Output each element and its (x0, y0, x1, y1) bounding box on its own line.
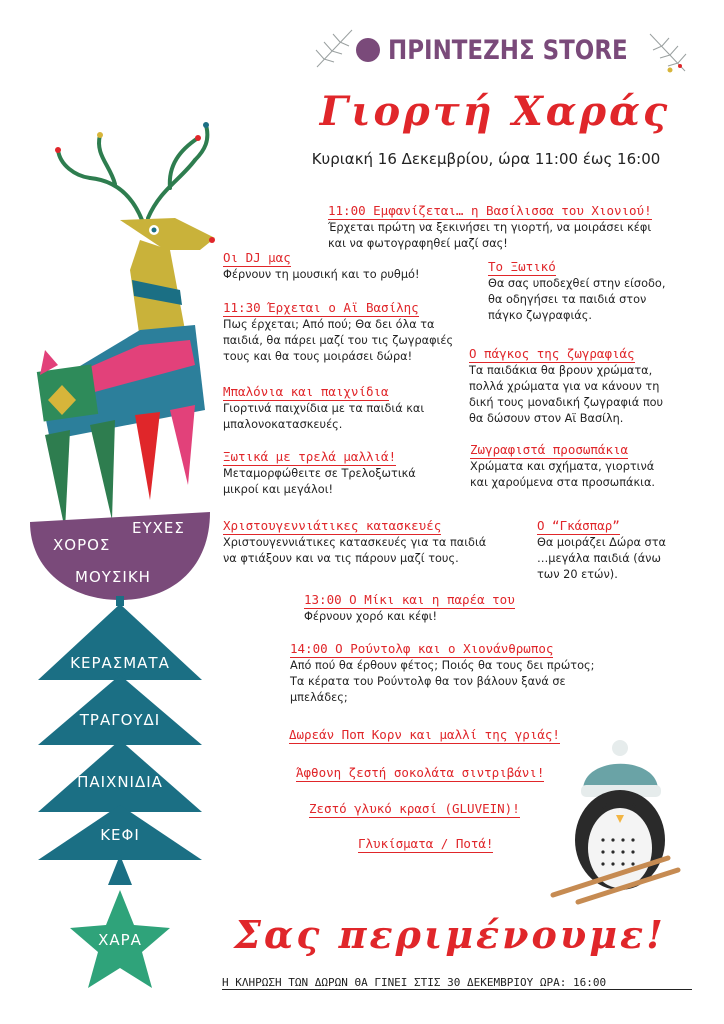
event-desc: θα οδηγήσει τα παιδιά στον (488, 293, 647, 306)
extra-item: Ζεστό γλυκό κρασί (GLUVEIN)! (309, 801, 520, 816)
event-desc: να φτιάξουν και να τις πάρουν μαζί τους. (223, 552, 459, 565)
brand-name: ΠΡΙΝΤΕΖΗΣ STORE (388, 34, 628, 66)
event-desc: θα δώσουν στον Αϊ Βασίλη. (469, 412, 624, 425)
event-desc: των 20 ετών). (537, 568, 618, 581)
penguin-icon (548, 730, 698, 910)
event-title: 11:00 Εμφανίζεται… η Βασίλισσα του Χιονιού! (328, 203, 652, 218)
event-desc: μπελάδες; (290, 691, 348, 704)
draw-date-footer: Η ΚΛΗΡΩΣΗ ΤΩΝ ΔΩΡΩΝ ΘΑ ΓΙΝΕΙ ΣΤΙΣ 30 ΔΕΚΕΜΒΡΙΟΥ ΩΡΑ: 16:00 (222, 976, 692, 990)
event-desc: τους και θα τους μοιράσει δώρα! (223, 350, 413, 363)
tree-label-2: ΤΡΑΓΟΥΔΙ (79, 711, 161, 729)
event-crafts (223, 515, 523, 567)
event-title: Το Ξωτικό (488, 259, 556, 274)
event-desc: …μεγάλα παιδιά (άνω (537, 552, 661, 565)
event-desc: μικροί και μεγάλοι! (223, 483, 334, 496)
brand-logo (356, 30, 670, 70)
tree-label-3: ΠΑΙΧΝΙΔΙΑ (77, 773, 163, 791)
event-desc: παιδιά, θα πάρει μαζί του τις ζωγραφιές (223, 334, 454, 347)
event-desc: Γιορτινά παιχνίδια με τα παιδιά και (223, 402, 425, 415)
event-title: 14:00 Ο Ρούντολφ και ο Χιονάνθρωπος (290, 641, 554, 656)
event-desc: Από πού θα έρθουν φέτος; Ποιός θα τους δει πρώτος; (290, 659, 595, 672)
event-title: Ο πάγκος της ζωγραφιάς (469, 346, 635, 361)
event-desc: Φέρνουν χορό και κέφι! (304, 610, 438, 623)
event-title: Χριστουγεννιάτικες κατασκευές (223, 518, 442, 533)
event-desc: Έρχεται πρώτη να ξεκινήσει τη γιορτή, να μοιράσει κέφι (328, 221, 652, 234)
event-desc: Χριστουγεννιάτικες κατασκευές για τα παιδιά (223, 536, 487, 549)
extra-popcorn (289, 724, 560, 744)
reindeer-illustration (20, 100, 220, 1000)
closing-message: Σας περιμένουμε! (234, 912, 666, 957)
event-desc: Θα μοιράζει Δώρα στα (537, 536, 666, 549)
bowl-label-music: ΜΟΥΣΙΚΗ (75, 568, 151, 586)
bowl-label-wishes: ΕΥΧΕΣ (132, 519, 185, 537)
event-desc: πάγκο ζωγραφιάς. (488, 309, 592, 322)
event-title: Ξωτικά με τρελά μαλλιά! (223, 449, 397, 464)
event-desc: Θα σας υποδεχθεί στην είσοδο, (488, 277, 666, 290)
event-desc: Χρώματα και σχήματα, γιορτινά (470, 460, 655, 473)
event-desc: Τα κέρατα του Ρούντολφ θα τον βάλουν ξανά σε (290, 675, 566, 688)
brand-dot-icon (356, 38, 380, 62)
page-title: Γιορτή Χαράς (319, 88, 671, 135)
event-gaspar (537, 515, 687, 583)
bowl-label-dance: ΧΟΡΟΣ (53, 536, 111, 554)
event-title: 13:00 Ο Μίκι και η παρέα του (304, 592, 515, 607)
event-title: Μπαλόνια και παιχνίδια (223, 384, 389, 399)
event-desc: μπαλονοκατασκευές. (223, 418, 343, 431)
pine-branch-icon (312, 22, 362, 72)
event-elf (488, 256, 688, 324)
event-santa (223, 297, 463, 365)
event-queen (328, 200, 690, 252)
tree-label-4: ΚΕΦΙ (100, 826, 140, 844)
event-desc: και χαρούμενα στα προσωπάκια. (470, 476, 656, 489)
star-label: ΧΑΡΑ (98, 931, 142, 949)
event-faces (470, 439, 690, 491)
event-desc: δική τους μοναδική ζωγραφιά που (469, 396, 664, 409)
event-title: 11:30 Έρχεται ο Αϊ Βασίλης (223, 300, 419, 315)
event-desc: Τα παιδάκια θα βρουν χρώματα, (469, 364, 653, 377)
event-title: Ζωγραφιστά προσωπάκια (470, 442, 629, 457)
event-balloons (223, 381, 463, 433)
extra-chocolate (296, 762, 544, 782)
extra-item: Γλυκίσματα / Ποτά! (358, 836, 494, 851)
tree-label-1: ΚΕΡΑΣΜΑΤΑ (70, 654, 170, 672)
event-rudolph (290, 638, 600, 706)
event-desc: και να φωτογραφηθεί μαζί σας! (328, 237, 508, 250)
extra-item: Δωρεάν Ποπ Κορν και μαλλί της γριάς! (289, 727, 560, 742)
event-desc: πολλά χρώματα για να κάνουν τη (469, 380, 660, 393)
event-crazy-hair (223, 446, 463, 498)
extra-item: Άφθονη ζεστή σοκολάτα σιντριβάνι! (296, 765, 545, 780)
antlers-icon (58, 125, 207, 220)
event-dj (223, 247, 473, 283)
event-title: Ο “Γκάσπαρ” (537, 518, 620, 533)
extra-wine (309, 798, 520, 818)
event-desc: Πως έρχεται; Από πού; Θα δει όλα τα (223, 318, 435, 331)
event-desc: Μεταμορφώθειτε σε Τρελοξωτικά (223, 467, 416, 480)
event-desc: Φέρνουν τη μουσική και το ρυθμό! (223, 268, 420, 281)
event-drawing (469, 343, 689, 427)
event-title: Οι DJ μας (223, 250, 291, 265)
event-date: Κυριακή 16 Δεκεμβρίου, ώρα 11:00 έως 16:00 (311, 150, 661, 168)
extra-sweets (358, 833, 493, 853)
event-mickey (304, 589, 564, 625)
